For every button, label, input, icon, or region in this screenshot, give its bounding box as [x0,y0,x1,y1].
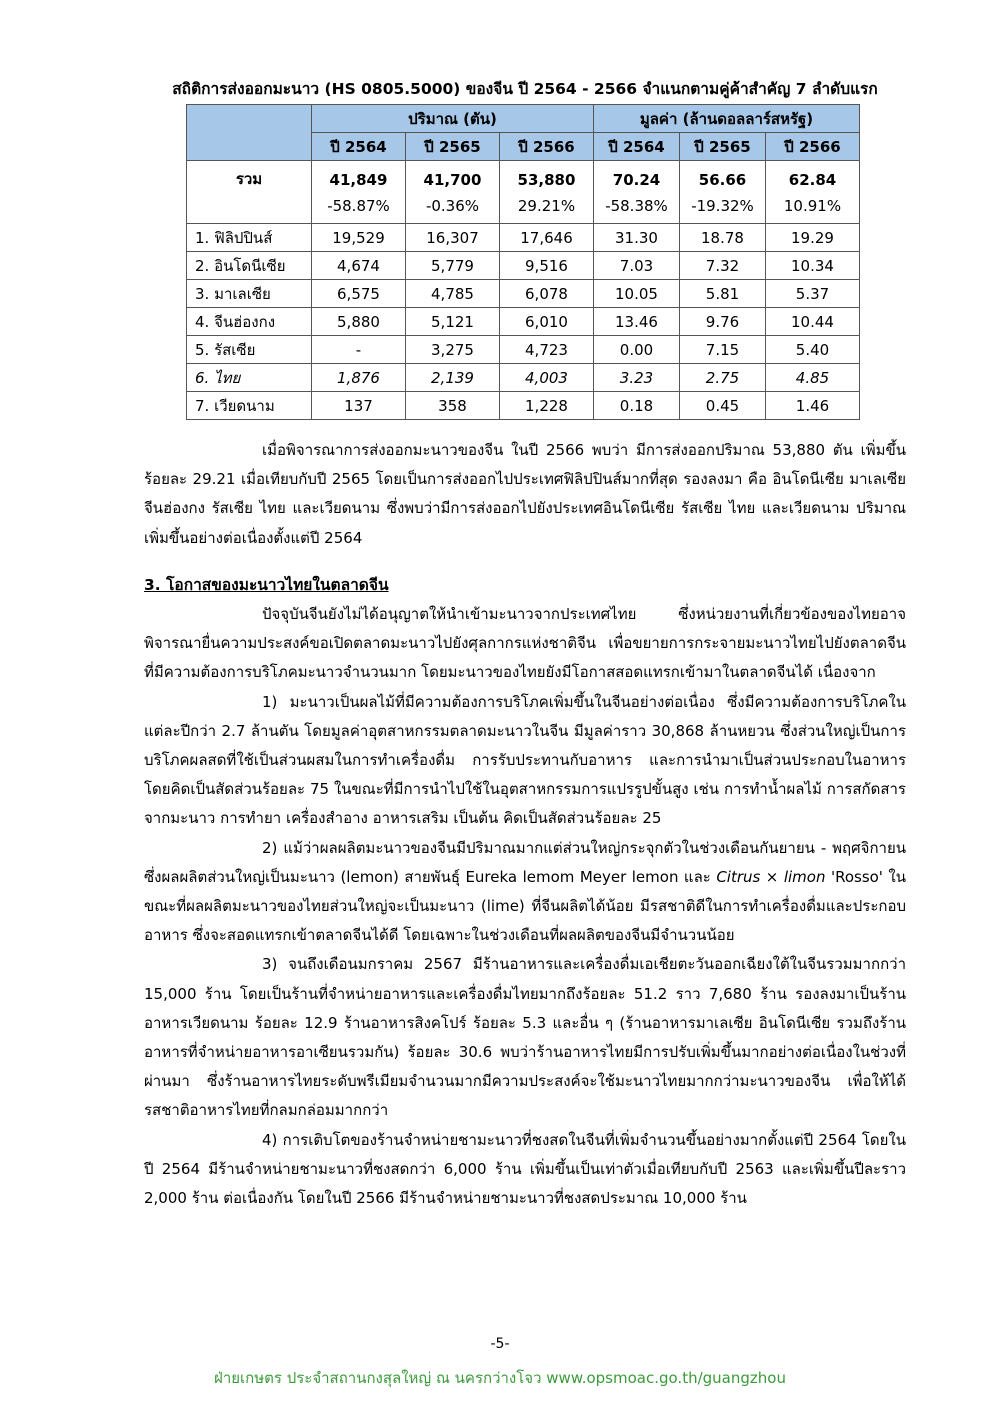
table-cell: 13.46 [594,308,680,336]
point-4-paragraph: 4) การเติบโตของร้านจำหน่ายชามะนาวที่ชงสดในจีนที่เพิ่มจำนวนขึ้นอย่างมากตั้งแต่ปี 2564 โดยในปี 2564 มีร้านจำหน่ายชามะนาวที่ชงสดกว่า 6,000 ร้าน เพิ่มขึ้นเป็นเท่าตัวเมื่อเทียบกับปี 2563 และเพิ่มขึ้นปีละราว 2,000 ร้าน ต่อเนื่องกัน โดยในปี 2566 มีร้านจำหน่ายชามะนาวที่ชงสดประมาณ 10,000 ร้าน [144,1130,906,1208]
table-cell: - [312,336,406,364]
table-cell: 1,228 [500,392,594,420]
summary-block [144,436,906,553]
table-cell: 7.32 [680,252,766,280]
table-cell: 4,674 [312,252,406,280]
point-2-paragraph [144,834,906,951]
partner-name: 1. ฟิลิปปินส์ [187,224,312,252]
point-2-text-b: 'Rosso' ในขณะที่ผลผลิตมะนาวของไทยส่วนใหญ่จะเป็นมะนาว (lime) ที่จีนผลิตได้น้อย มีรสชาติดีในการทำเครื่องดื่มและประกอบอาหาร ซึ่งจะสอดแทรกเข้าตลาดจีนได้ดี โดยเฉพาะในช่วงเดือนที่ผลผลิตของจีนมีจำนวนน้อย [144,867,906,945]
header-year: ปี 2565 [680,133,766,161]
body-block [144,600,906,1213]
total-cell [406,161,500,224]
table-cell: 0.45 [680,392,766,420]
total-value: 41,700 [423,171,482,189]
total-value: 70.24 [612,171,661,189]
table-cell: 10.05 [594,280,680,308]
header-year: ปี 2564 [312,133,406,161]
total-change: -58.38% [605,197,668,215]
partner-name: 2. อินโดนีเซีย [187,252,312,280]
table-cell: 1,876 [312,364,406,392]
table-cell: 10.44 [766,308,860,336]
table-cell: 5,880 [312,308,406,336]
point-1-paragraph: 1) มะนาวเป็นผลไม้ที่มีความต้องการบริโภคเพิ่มขึ้นในจีนอย่างต่อเนื่อง ซึ่งมีความต้องการบริโภคในแต่ละปีกว่า 2.7 ล้านตัน โดยมูลค่าอุตสาหกรรมตลาดมะนาวในจีน มีมูลค่าราว 30,868 ล้านหยวน ซึ่งส่วนใหญ่เป็นการบริโภคผลสดที่ใช้เป็นส่วนผสมในการทำเครื่องดื่ม การรับประทานกับอาหาร และการนำมาเป็นส่วนประกอบในอาหาร โดยคิดเป็นสัดส่วนร้อยละ 75 ในขณะที่มีการนำไปใช้ในอุตสาหกรรมการแปรรูปขั้นสูง เช่น การทำน้ำผลไม้ การสกัดสารจากมะนาว การทำยา เครื่องสำอาง อาหารเสริม เป็นต้น คิดเป็นสัดส่วนร้อยละ 25 [144,692,906,828]
table-cell: 19,529 [312,224,406,252]
table-row [187,252,860,280]
table-cell: 5.40 [766,336,860,364]
table-cell: 9,516 [500,252,594,280]
table-cell: 18.78 [680,224,766,252]
table-cell: 2.75 [680,364,766,392]
total-cell [680,161,766,224]
header-partner-cell [187,105,312,161]
partner-name: 6. ไทย [187,364,312,392]
table-cell: 9.76 [680,308,766,336]
table-cell: 31.30 [594,224,680,252]
partner-name: 5. รัสเซีย [187,336,312,364]
table-row [187,392,860,420]
table-row [187,224,860,252]
table-cell: 2,139 [406,364,500,392]
table-cell: 4,785 [406,280,500,308]
header-year: ปี 2566 [500,133,594,161]
total-change: 10.91% [783,197,842,215]
partner-name: 4. จีนฮ่องกง [187,308,312,336]
table-cell: 358 [406,392,500,420]
total-value: 53,880 [517,171,576,189]
point-2-species: Citrus × limon [716,867,826,886]
table-header-row-groups [187,105,860,133]
table-cell: 5,779 [406,252,500,280]
section-heading: 3. โอกาสของมะนาวไทยในตลาดจีน [144,576,389,594]
table-cell: 1.46 [766,392,860,420]
table-cell: 5,121 [406,308,500,336]
table-row-thailand [187,364,860,392]
table-cell: 6,575 [312,280,406,308]
total-value: 56.66 [698,171,747,189]
table-cell: 0.18 [594,392,680,420]
table-cell: 10.34 [766,252,860,280]
total-cell [594,161,680,224]
page-number: -5- [490,1336,510,1352]
total-change: -58.87% [327,197,390,215]
header-value: มูลค่า (ล้านดอลลาร์สหรัฐ) [594,105,860,133]
table-cell: 6,010 [500,308,594,336]
table-cell: 4,723 [500,336,594,364]
table-cell: 0.00 [594,336,680,364]
total-cell [500,161,594,224]
header-year: ปี 2564 [594,133,680,161]
table-cell: 17,646 [500,224,594,252]
table-cell: 5.81 [680,280,766,308]
page-footer: ฝ่ายเกษตร ประจำสถานกงสุลใหญ่ ณ นครกว่างโจว www.opsmoac.go.th/guangzhou [214,1369,786,1387]
table-row [187,308,860,336]
header-year: ปี 2565 [406,133,500,161]
table-cell: 7.15 [680,336,766,364]
summary-paragraph: เมื่อพิจารณาการส่งออกมะนาวของจีน ในปี 2566 พบว่า มีการส่งออกปริมาณ 53,880 ตัน เพิ่มขึ้นร้อยละ 29.21 เมื่อเทียบกับปี 2565 โดยเป็นการส่งออกไปประเทศฟิลิปปินส์มากที่สุด รองลงมา คือ อินโดนีเซีย มาเลเซีย จีนฮ่องกง รัสเซีย ไทย และเวียดนาม ซึ่งพบว่ามีการส่งออกไปยังประเทศอินโดนีเซีย รัสเซีย ไทย และเวียดนาม ปริมาณเพิ่มขึ้นอย่างต่อเนื่องตั้งแต่ปี 2564 [144,441,906,547]
partner-name: 3. มาเลเซีย [187,280,312,308]
point-3-paragraph: 3) จนถึงเดือนมกราคม 2567 มีร้านอาหารและเครื่องดื่มเอเชียตะวันออกเฉียงใต้ในจีนรวมมากกว่า 15,000 ร้าน โดยเป็นร้านที่จำหน่ายอาหารและเครื่องดื่มไทยมากถึงร้อยละ 51.2 ราว 7,680 ร้าน รองลงมาเป็นร้านอาหารเวียดนาม ร้อยละ 12.9 ร้านอาหารสิงคโปร์ ร้อยละ 5.3 และอื่น ๆ (ร้านอาหารมาเลเซีย อินโดนีเซีย รวมถึงร้านอาหารที่จำหน่ายอาหารอาเซียนรวมกัน) ร้อยละ 30.6 พบว่าร้านอาหารไทยมีการปรับเพิ่มขึ้นมากอย่างต่อเนื่องในช่วงที่ผ่านมา ซึ่งร้านอาหารไทยระดับพรีเมียมจำนวนมากมีความประสงค์จะใช้มะนาวไทยมากกว่ามะนาวของจีน เพื่อให้ได้รสชาติอาหารไทยที่กลมกล่อมมากกว่า [144,955,906,1120]
table-cell: 4.85 [766,364,860,392]
lime-export-table [186,104,860,420]
total-cell [312,161,406,224]
table-title: สถิติการส่งออกมะนาว (HS 0805.5000) ของจีน ปี 2564 - 2566 จำแนกตามคู่ค้าสำคัญ 7 ลำดับแรก [172,80,878,98]
total-change: -19.32% [691,197,754,215]
header-year: ปี 2566 [766,133,860,161]
table-cell: 6,078 [500,280,594,308]
table-row [187,280,860,308]
table-cell: 16,307 [406,224,500,252]
table-cell: 3.23 [594,364,680,392]
total-value: 41,849 [329,171,388,189]
point-2-text-a: 2) แม้ว่าผลผลิตมะนาวของจีนมีปริมาณมากแต่ส่วนใหญ่กระจุกตัวในช่วงเดือนกันยายน - พฤศจิกายน ซึ่งผลผลิตส่วนใหญ่เป็นมะนาว (lemon) สายพันธุ์ Eureka lemom Meyer lemon และ [144,838,906,886]
table-cell: 7.03 [594,252,680,280]
table-cell: 137 [312,392,406,420]
total-label: รวม [187,161,312,224]
table-cell: 3,275 [406,336,500,364]
total-cell [766,161,860,224]
total-change: -0.36% [425,197,480,215]
total-value: 62.84 [788,171,837,189]
total-change: 29.21% [517,197,576,215]
table-cell: 4,003 [500,364,594,392]
partner-name: 7. เวียดนาม [187,392,312,420]
header-quantity: ปริมาณ (ตัน) [312,105,594,133]
table-cell: 19.29 [766,224,860,252]
table-cell: 5.37 [766,280,860,308]
table-row [187,336,860,364]
intro-paragraph: ปัจจุบันจีนยังไม่ได้อนุญาตให้นำเข้ามะนาวจากประเทศไทย ซึ่งหน่วยงานที่เกี่ยวข้องของไทยอาจพิจารณายื่นความประสงค์ขอเปิดตลาดมะนาวไปยังศุลกากรแห่งชาติจีน เพื่อขยายการกระจายมะนาวไทยไปยังตลาดจีนที่มีความต้องการบริโภคมะนาวจำนวนมาก โดยมะนาวของไทยยังมีโอกาสสอดแทรกเข้ามาในตลาดจีนได้ เนื่องจาก [144,605,906,682]
table-row-total [187,161,860,224]
